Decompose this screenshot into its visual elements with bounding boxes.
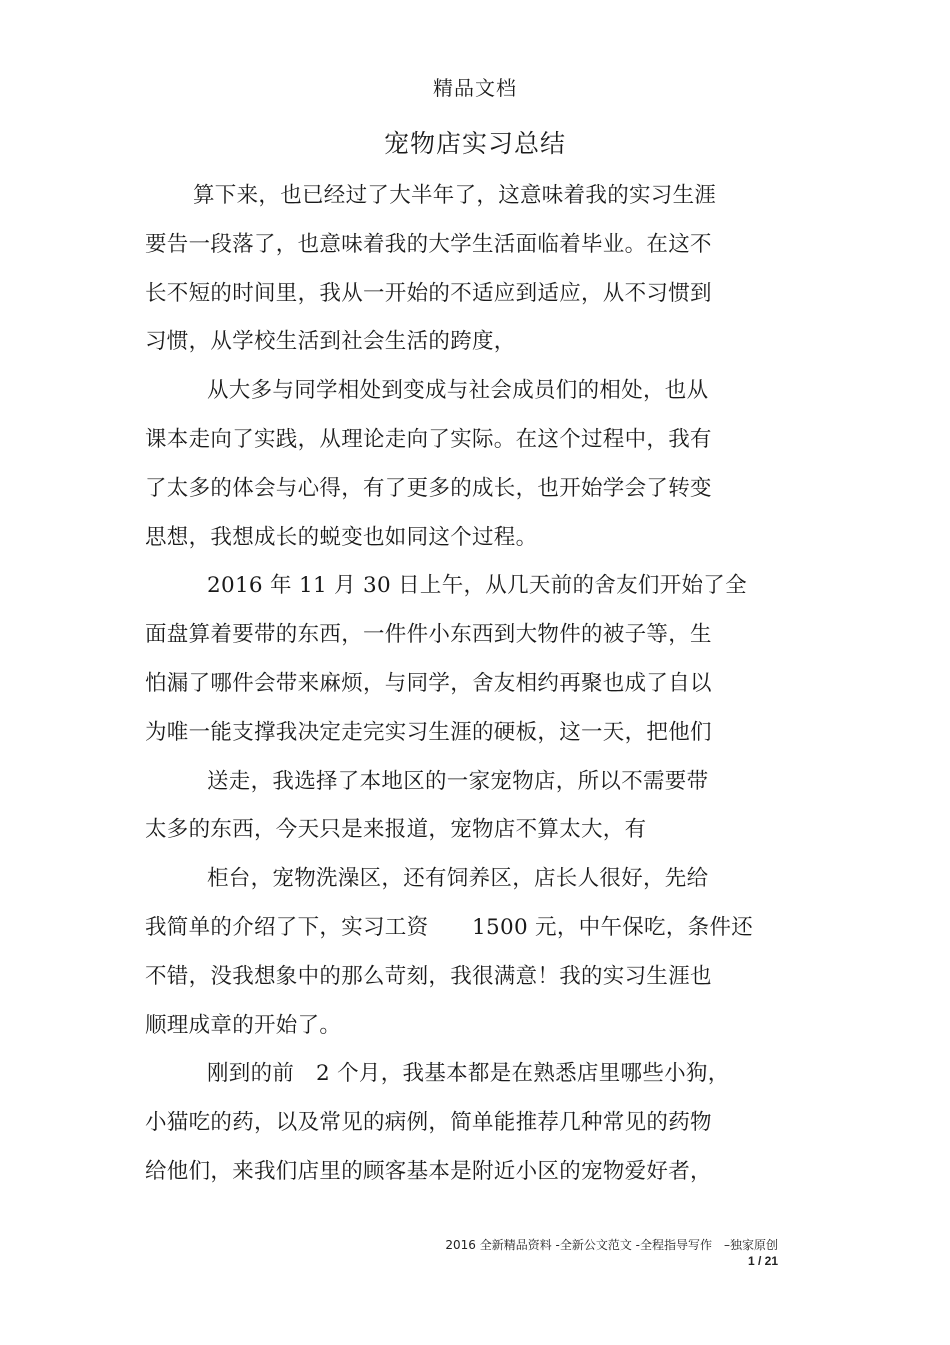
paragraph-line: 为唯一能支撑我决定走完实习生涯的硬板，这一天，把他们 bbox=[145, 719, 712, 745]
document-title: 宠物店实习总结 bbox=[383, 129, 566, 158]
paragraph-line: 了太多的体会与心得，有了更多的成长，也开始学会了转变 bbox=[145, 475, 712, 501]
paragraph-line: 送走，我选择了本地区的一家宠物店，所以不需要带 bbox=[207, 768, 709, 794]
paragraph-line: 刚到的前 2 个月，我基本都是在熟悉店里哪些小狗， bbox=[207, 1061, 730, 1087]
page-header: 精品文档 bbox=[433, 76, 517, 100]
paragraph-line: 要告一段落了，也意味着我的大学生活面临着毕业。在这不 bbox=[145, 231, 712, 257]
page-number: 1 / 21 bbox=[747, 1254, 778, 1268]
paragraph-line: 怕漏了哪件会带来麻烦，与同学，舍友相约再聚也成了自以 bbox=[145, 670, 712, 696]
paragraph-line: 思想，我想成长的蜕变也如同这个过程。 bbox=[145, 524, 538, 550]
footer-note: 2016 全新精品资料 -全新公文范文 -全程指导写作 –独家原创 bbox=[445, 1238, 778, 1252]
paragraph-line: 太多的东西，今天只是来报道，宠物店不算太大，有 bbox=[145, 817, 647, 843]
paragraph-line: 不错，没我想象中的那么苛刻，我很满意！我的实习生涯也 bbox=[145, 963, 712, 989]
document-body bbox=[145, 172, 805, 1197]
paragraph-line: 习惯，从学校生活到社会生活的跨度， bbox=[145, 329, 516, 355]
paragraph-line: 顺理成章的开始了。 bbox=[145, 1012, 342, 1038]
paragraph-line: 面盘算着要带的东西，一件件小东西到大物件的被子等，生 bbox=[145, 622, 712, 648]
paragraph-line: 长不短的时间里，我从一开始的不适应到适应，从不习惯到 bbox=[145, 280, 712, 306]
paragraph-line: 我简单的介绍了下，实习工资 1500 元，中午保吃，条件还 bbox=[145, 914, 754, 940]
paragraph-line: 小猫吃的药，以及常见的病例，简单能推荐几种常见的药物 bbox=[145, 1110, 712, 1136]
paragraph-line: 算下来，也已经过了大半年了，这意味着我的实习生涯 bbox=[193, 183, 717, 208]
paragraph-line: 从大多与同学相处到变成与社会成员们的相处，也从 bbox=[207, 378, 709, 404]
paragraph-line: 柜台，宠物洗澡区，还有饲养区，店长人很好，先给 bbox=[207, 866, 709, 892]
paragraph-line: 课本走向了实践，从理论走向了实际。在这个过程中，我有 bbox=[145, 426, 712, 452]
paragraph-line: 给他们，来我们店里的顾客基本是附近小区的宠物爱好者， bbox=[145, 1158, 712, 1184]
paragraph-line: 2016 年 11 月 30 日上午，从几天前的舍友们开始了全 bbox=[207, 573, 747, 599]
